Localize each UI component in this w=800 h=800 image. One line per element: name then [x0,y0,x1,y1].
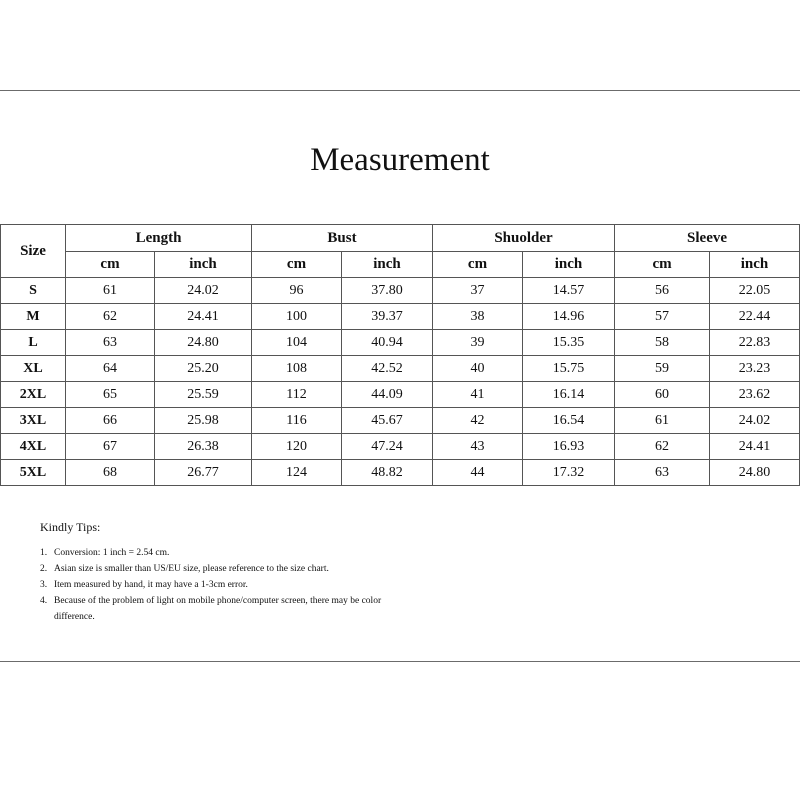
value-cell: 24.02 [155,278,252,304]
table-row [1,382,800,408]
value-cell: 45.67 [342,408,433,434]
tip-item [40,593,400,625]
size-rows [1,278,800,486]
size-column-header: Size [1,225,66,278]
value-cell: 68 [66,460,155,486]
value-cell: 108 [252,356,342,382]
value-cell: 44 [433,460,523,486]
value-cell: 62 [615,434,710,460]
size-cell: S [1,278,66,304]
value-cell: 16.54 [523,408,615,434]
tip-number: 4. [40,596,48,606]
value-cell: 62 [66,304,155,330]
value-cell: 48.82 [342,460,433,486]
kindly-tips [40,519,400,625]
table-row [1,460,800,486]
tip-text: Conversion: 1 inch = 2.54 cm. [54,548,170,558]
value-cell: 64 [66,356,155,382]
value-cell: 16.93 [523,434,615,460]
value-cell: 40 [433,356,523,382]
top-divider [0,90,800,91]
value-cell: 66 [66,408,155,434]
tip-number: 3. [40,580,48,590]
tip-item [40,545,400,561]
value-cell: 60 [615,382,710,408]
sleeve-inch-header: inch [710,252,800,278]
bust-inch-header: inch [342,252,433,278]
page-title: Measurement [310,142,490,178]
tip-text: Asian size is smaller than US/EU size, please reference to the size chart. [54,564,329,574]
tip-text: Item measured by hand, it may have a 1-3cm error. [54,580,248,590]
shoulder-group-header: Shuolder [433,225,615,252]
value-cell: 61 [66,278,155,304]
value-cell: 44.09 [342,382,433,408]
tips-list [40,545,400,625]
value-cell: 22.44 [710,304,800,330]
value-cell: 47.24 [342,434,433,460]
value-cell: 15.75 [523,356,615,382]
value-cell: 42 [433,408,523,434]
value-cell: 22.83 [710,330,800,356]
value-cell: 59 [615,356,710,382]
tip-item [40,561,400,577]
value-cell: 17.32 [523,460,615,486]
value-cell: 24.41 [710,434,800,460]
value-cell: 41 [433,382,523,408]
value-cell: 26.77 [155,460,252,486]
bust-group-header: Bust [252,225,433,252]
value-cell: 96 [252,278,342,304]
table-row [1,356,800,382]
size-cell: 2XL [1,382,66,408]
value-cell: 22.05 [710,278,800,304]
bottom-divider [0,661,800,662]
value-cell: 25.59 [155,382,252,408]
value-cell: 58 [615,330,710,356]
length-inch-header: inch [155,252,252,278]
value-cell: 14.96 [523,304,615,330]
value-cell: 38 [433,304,523,330]
table-row [1,304,800,330]
value-cell: 24.80 [155,330,252,356]
value-cell: 42.52 [342,356,433,382]
size-cell: L [1,330,66,356]
value-cell: 56 [615,278,710,304]
tips-title: Kindly Tips: [40,520,101,534]
value-cell: 14.57 [523,278,615,304]
value-cell: 24.41 [155,304,252,330]
value-cell: 43 [433,434,523,460]
bust-cm-header: cm [252,252,342,278]
value-cell: 39.37 [342,304,433,330]
value-cell: 15.35 [523,330,615,356]
shoulder-inch-header: inch [523,252,615,278]
sleeve-cm-header: cm [615,252,710,278]
value-cell: 124 [252,460,342,486]
value-cell: 25.98 [155,408,252,434]
value-cell: 23.23 [710,356,800,382]
value-cell: 26.38 [155,434,252,460]
size-cell: M [1,304,66,330]
length-cm-header: cm [66,252,155,278]
value-cell: 63 [66,330,155,356]
table-row [1,278,800,304]
length-group-header: Length [66,225,252,252]
value-cell: 112 [252,382,342,408]
value-cell: 40.94 [342,330,433,356]
value-cell: 63 [615,460,710,486]
value-cell: 57 [615,304,710,330]
value-cell: 67 [66,434,155,460]
size-cell: XL [1,356,66,382]
value-cell: 100 [252,304,342,330]
value-cell: 61 [615,408,710,434]
tip-text: Because of the problem of light on mobile phone/computer screen, there may be color difference. [54,596,382,622]
value-cell: 116 [252,408,342,434]
value-cell: 24.02 [710,408,800,434]
size-cell: 5XL [1,460,66,486]
value-cell: 39 [433,330,523,356]
table-row [1,408,800,434]
value-cell: 104 [252,330,342,356]
size-cell: 4XL [1,434,66,460]
value-cell: 24.80 [710,460,800,486]
value-cell: 23.62 [710,382,800,408]
table-row [1,330,800,356]
value-cell: 37 [433,278,523,304]
value-cell: 120 [252,434,342,460]
size-cell: 3XL [1,408,66,434]
shoulder-cm-header: cm [433,252,523,278]
tip-item [40,577,400,593]
table-row [1,434,800,460]
value-cell: 37.80 [342,278,433,304]
value-cell: 16.14 [523,382,615,408]
tip-number: 2. [40,564,48,574]
tip-number: 1. [40,548,48,558]
sleeve-group-header: Sleeve [615,225,800,252]
value-cell: 25.20 [155,356,252,382]
value-cell: 65 [66,382,155,408]
size-chart-table [0,224,800,486]
